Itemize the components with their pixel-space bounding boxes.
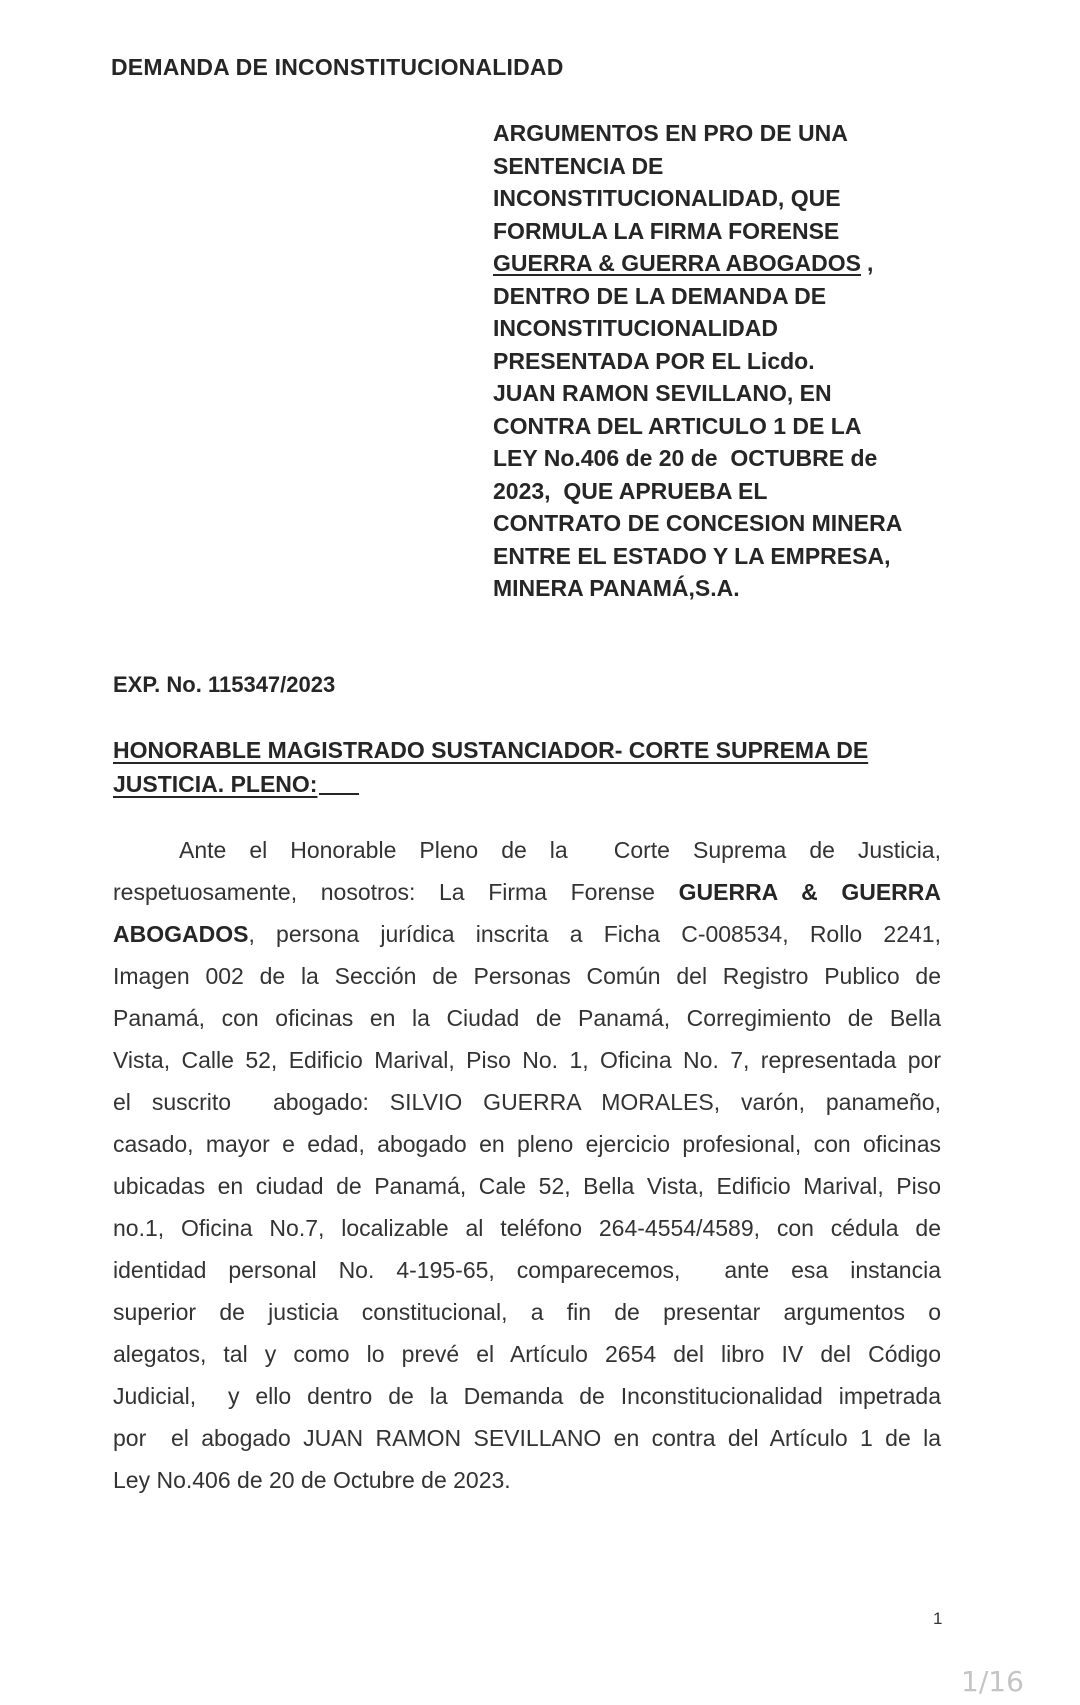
case-summary — [493, 117, 963, 605]
summary-line: LEY No.406 de 20 de OCTUBRE de — [493, 445, 878, 471]
summary-line: ARGUMENTOS EN PRO DE UNA — [493, 120, 848, 146]
summary-line: MINERA PANAMÁ,S.A. — [493, 575, 740, 601]
underline-extension — [319, 767, 359, 795]
summary-line: 2023, QUE APRUEBA EL — [493, 477, 768, 504]
summary-comma: , — [867, 250, 874, 276]
body-line: Ante el Honorable Pleno de la Corte Suprema de Justicia, — [179, 837, 941, 863]
summary-line: INCONSTITUCIONALIDAD — [493, 315, 778, 341]
summary-line: FORMULA LA FIRMA FORENSE — [493, 217, 840, 244]
body-line: no.1, Oficina No.7, localizable al teléfono 264-4554/4589, con cédula de — [113, 1215, 941, 1241]
case-number: EXP. No. 115347/2023 — [113, 672, 336, 697]
body-line: ubicadas en ciudad de Panamá, Cale 52, Bella Vista, Edificio Marival, Piso — [113, 1173, 941, 1199]
addressee-line: JUSTICIA. PLENO: — [113, 771, 318, 797]
body-line: casado, mayor e edad, abogado en pleno ejercicio profesional, con oficinas — [113, 1131, 941, 1157]
addressee-line: HONORABLE MAGISTRADO SUSTANCIADOR- CORTE SUPREMA DE — [113, 737, 869, 763]
body-line: superior de justicia constitucional, a fin de presentar argumentos o — [113, 1299, 941, 1325]
body-line — [113, 871, 941, 913]
summary-line: ENTRE EL ESTADO Y LA EMPRESA, — [493, 542, 891, 569]
summary-line: PRESENTADA POR EL Licdo. — [493, 347, 815, 374]
body-line: Judicial, y ello dentro de la Demanda de Inconstitucionalidad impetrada — [113, 1383, 941, 1409]
summary-line: SENTENCIA DE — [493, 152, 664, 179]
summary-line: JUAN RAMON SEVILLANO, EN — [493, 380, 832, 406]
body-line: Ley No.406 de 20 de Octubre de 2023. — [113, 1467, 511, 1493]
summary-line: INCONSTITUCIONALIDAD, QUE — [493, 185, 841, 211]
body-line: por el abogado JUAN RAMON SEVILLANO en contra del Artículo 1 de la — [113, 1425, 941, 1451]
body-line: Imagen 002 de la Sección de Personas Común del Registro Publico de — [113, 963, 941, 989]
firm-name: GUERRA & GUERRA ABOGADOS — [493, 250, 862, 276]
summary-line-firm — [493, 247, 963, 280]
body-line: Vista, Calle 52, Edificio Marival, Piso No. 1, Oficina No. 7, representada por — [113, 1047, 941, 1073]
summary-line: CONTRATO DE CONCESION MINERA — [493, 510, 903, 536]
page-number: 1 — [933, 1609, 943, 1628]
body-text-run: , persona jurídica inscrita a Ficha C-008534, Rollo 2241, — [248, 921, 941, 947]
body-text-run: respetuosamente, nosotros: La Firma Forense — [113, 879, 679, 905]
body-line — [113, 913, 941, 955]
page-indicator: 1/16 — [961, 1665, 1024, 1698]
firm-name-bold: ABOGADOS — [113, 921, 249, 947]
summary-line: CONTRA DEL ARTICULO 1 DE LA — [493, 412, 862, 439]
body-paragraph — [113, 829, 941, 1501]
body-line: alegatos, tal y como lo prevé el Artículo 2654 del libro IV del Código — [113, 1341, 941, 1367]
addressee — [113, 733, 943, 801]
body-line: identidad personal No. 4-195-65, comparecemos, ante esa instancia — [113, 1257, 941, 1283]
summary-line: DENTRO DE LA DEMANDA DE — [493, 282, 827, 309]
document-title: DEMANDA DE INCONSTITUCIONALIDAD — [111, 54, 564, 80]
firm-name-bold: GUERRA & GUERRA — [678, 879, 941, 905]
body-line: Panamá, con oficinas en la Ciudad de Panamá, Corregimiento de Bella — [113, 1005, 941, 1031]
body-line: el suscrito abogado: SILVIO GUERRA MORALES, varón, panameño, — [113, 1089, 941, 1115]
